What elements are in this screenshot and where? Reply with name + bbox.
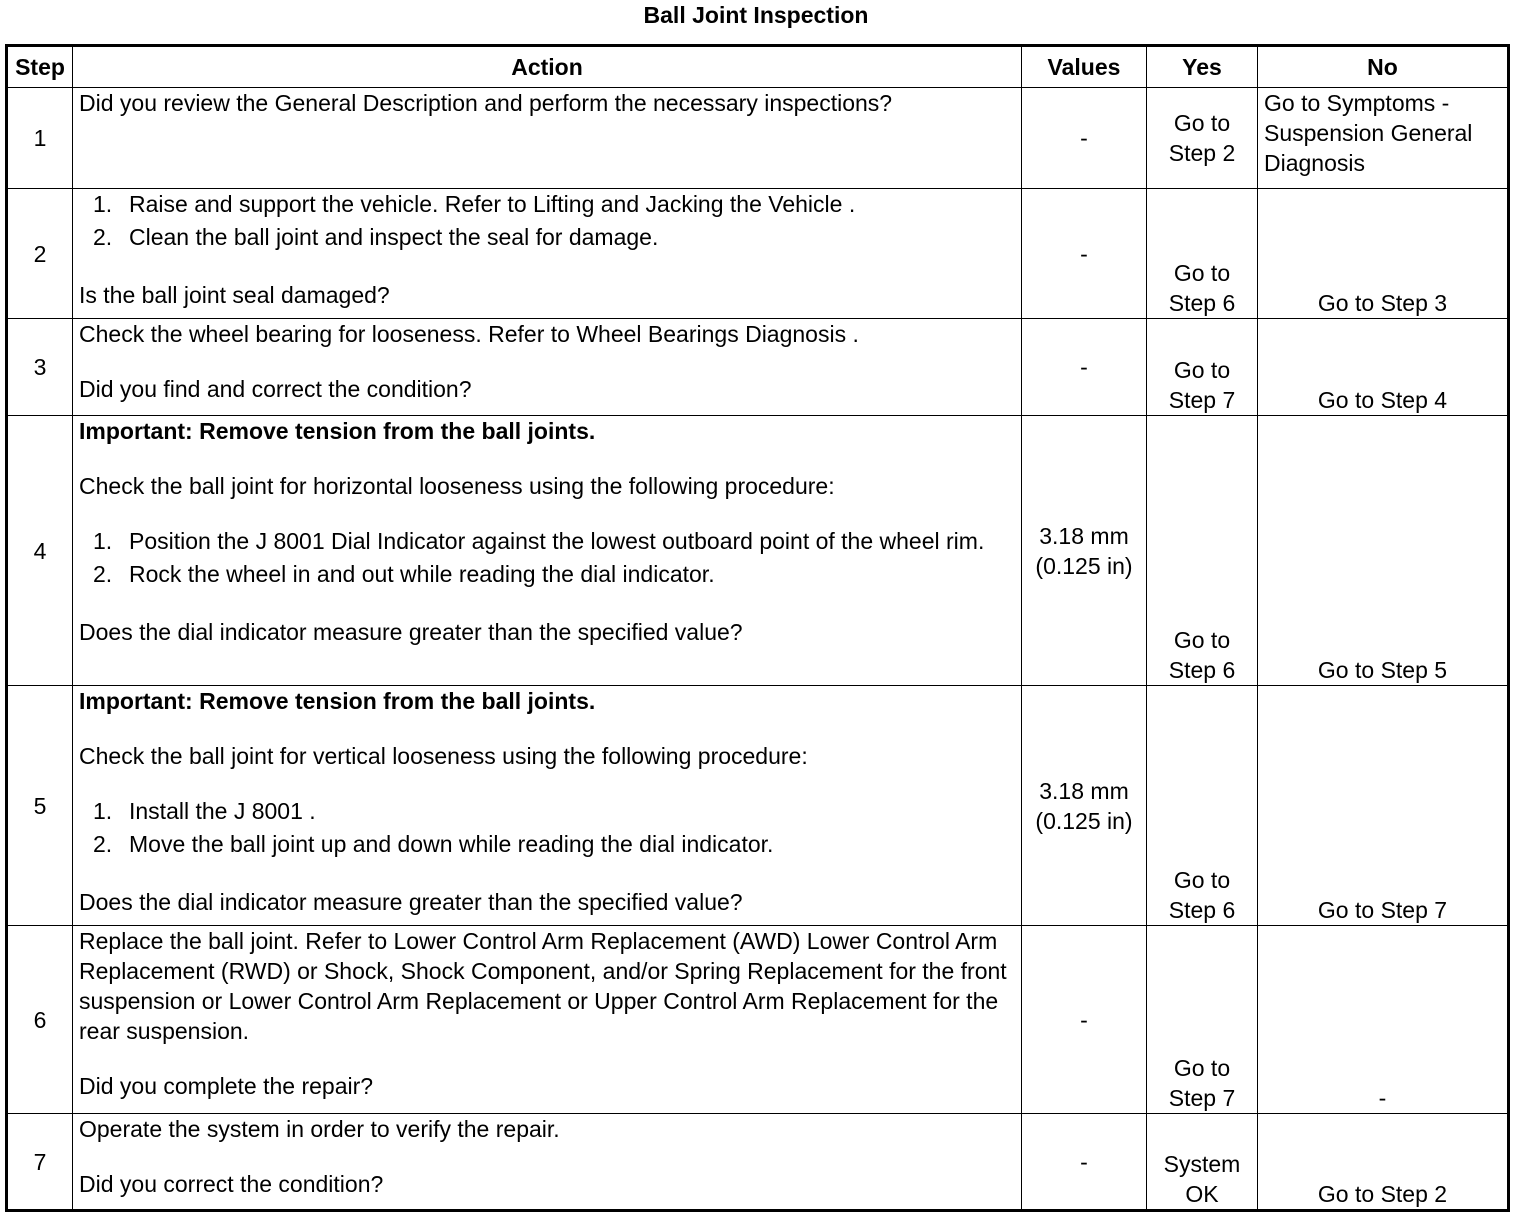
no-cell: Go to Step 2: [1258, 1114, 1509, 1211]
values-cell: 3.18 mm (0.125 in): [1022, 686, 1147, 926]
action-text: Check the wheel bearing for looseness. Refer to Wheel Bearings Diagnosis .: [79, 321, 859, 347]
step-number: 1: [7, 88, 73, 189]
action-question: Did you find and correct the condition?: [79, 376, 472, 402]
procedure-step: 1. Position the J 8001 Dial Indicator against the lowest outboard point of the wheel rim.: [93, 528, 985, 554]
no-cell: Go to Step 5: [1258, 416, 1509, 686]
no-cell: Go to Step 3: [1258, 189, 1509, 319]
header-step: Step: [7, 46, 73, 88]
yes-cell: Go to Step 7: [1147, 926, 1258, 1114]
step-number: 3: [7, 319, 73, 416]
action-cell: [73, 189, 1022, 319]
step-number: 7: [7, 1114, 73, 1211]
page-title: Ball Joint Inspection: [643, 2, 869, 28]
table-row: [7, 88, 1509, 189]
action-text: Check the ball joint for horizontal looseness using the following procedure:: [79, 473, 835, 499]
action-cell: [73, 88, 1022, 189]
header-yes: Yes: [1147, 46, 1258, 88]
table-row: [7, 1114, 1509, 1211]
procedure-step: 2. Move the ball joint up and down while reading the dial indicator.: [93, 831, 774, 857]
table-row: [7, 416, 1509, 686]
action-question: Does the dial indicator measure greater than the specified value?: [79, 889, 743, 915]
procedure-step-text: Rock the wheel in and out while reading the dial indicator.: [129, 561, 715, 587]
procedure-list: [79, 796, 1015, 862]
procedure-step: 2. Clean the ball joint and inspect the seal for damage.: [93, 224, 659, 250]
action-cell: [73, 416, 1022, 686]
yes-cell: Go to Step 2: [1147, 88, 1258, 189]
no-cell: Go to Step 4: [1258, 319, 1509, 416]
procedure-step-text: Clean the ball joint and inspect the seal for damage.: [129, 224, 659, 250]
action-cell: [73, 319, 1022, 416]
action-text: Operate the system in order to verify the repair.: [79, 1116, 560, 1142]
no-cell: -: [1258, 926, 1509, 1114]
procedure-step: 2. Rock the wheel in and out while reading the dial indicator.: [93, 561, 715, 587]
header-action: Action: [73, 46, 1022, 88]
action-question: Did you review the General Description and perform the necessary inspections?: [79, 90, 893, 116]
values-cell: -: [1022, 926, 1147, 1114]
no-cell: Go to Symptoms - Suspension General Diagnosis: [1258, 88, 1509, 189]
values-cell: -: [1022, 189, 1147, 319]
yes-cell: System OK: [1147, 1114, 1258, 1211]
action-text: Replace the ball joint. Refer to Lower Control Arm Replacement (AWD) Lower Control Arm Replacement (RWD) or Shock, Shock Component, and/or Spring Replacement for the front suspension or Lower Control Arm Replacement or Upper Control Arm Replacement for the rear suspension.: [79, 928, 1007, 1044]
header-values: Values: [1022, 46, 1147, 88]
header-row: [7, 46, 1509, 88]
procedure-step-text: Position the J 8001 Dial Indicator against the lowest outboard point of the wheel rim.: [129, 528, 985, 554]
yes-cell: Go to Step 6: [1147, 189, 1258, 319]
step-number: 2: [7, 189, 73, 319]
table-row: [7, 319, 1509, 416]
values-cell: 3.18 mm (0.125 in): [1022, 416, 1147, 686]
procedure-step: 1. Raise and support the vehicle. Refer to Lifting and Jacking the Vehicle .: [93, 191, 856, 217]
procedure-list: [79, 189, 1015, 255]
procedure-list: [79, 526, 1015, 592]
action-question: Did you complete the repair?: [79, 1073, 374, 1099]
procedure-step: 1. Install the J 8001 .: [93, 798, 316, 824]
header-no: No: [1258, 46, 1509, 88]
action-cell: [73, 926, 1022, 1114]
important-note: Important: Remove tension from the ball joints.: [79, 688, 596, 714]
no-cell: Go to Step 7: [1258, 686, 1509, 926]
values-cell: -: [1022, 1114, 1147, 1211]
procedure-step-text: Raise and support the vehicle. Refer to Lifting and Jacking the Vehicle .: [129, 191, 856, 217]
step-number: 6: [7, 926, 73, 1114]
values-cell: -: [1022, 88, 1147, 189]
action-question: Does the dial indicator measure greater than the specified value?: [79, 619, 743, 645]
action-text: Check the ball joint for vertical looseness using the following procedure:: [79, 743, 808, 769]
action-cell: [73, 686, 1022, 926]
step-number: 5: [7, 686, 73, 926]
table-row: [7, 926, 1509, 1114]
yes-cell: Go to Step 7: [1147, 319, 1258, 416]
procedure-step-text: Move the ball joint up and down while reading the dial indicator.: [129, 831, 774, 857]
table-row: [7, 686, 1509, 926]
yes-cell: Go to Step 6: [1147, 686, 1258, 926]
action-cell: [73, 1114, 1022, 1211]
table-row: [7, 189, 1509, 319]
procedure-step-text: Install the J 8001 .: [129, 798, 316, 824]
yes-cell: Go to Step 6: [1147, 416, 1258, 686]
important-note: Important: Remove tension from the ball joints.: [79, 418, 596, 444]
diagnostic-table: [5, 44, 1510, 1212]
values-cell: -: [1022, 319, 1147, 416]
action-question: Is the ball joint seal damaged?: [79, 282, 390, 308]
action-question: Did you correct the condition?: [79, 1171, 384, 1197]
step-number: 4: [7, 416, 73, 686]
